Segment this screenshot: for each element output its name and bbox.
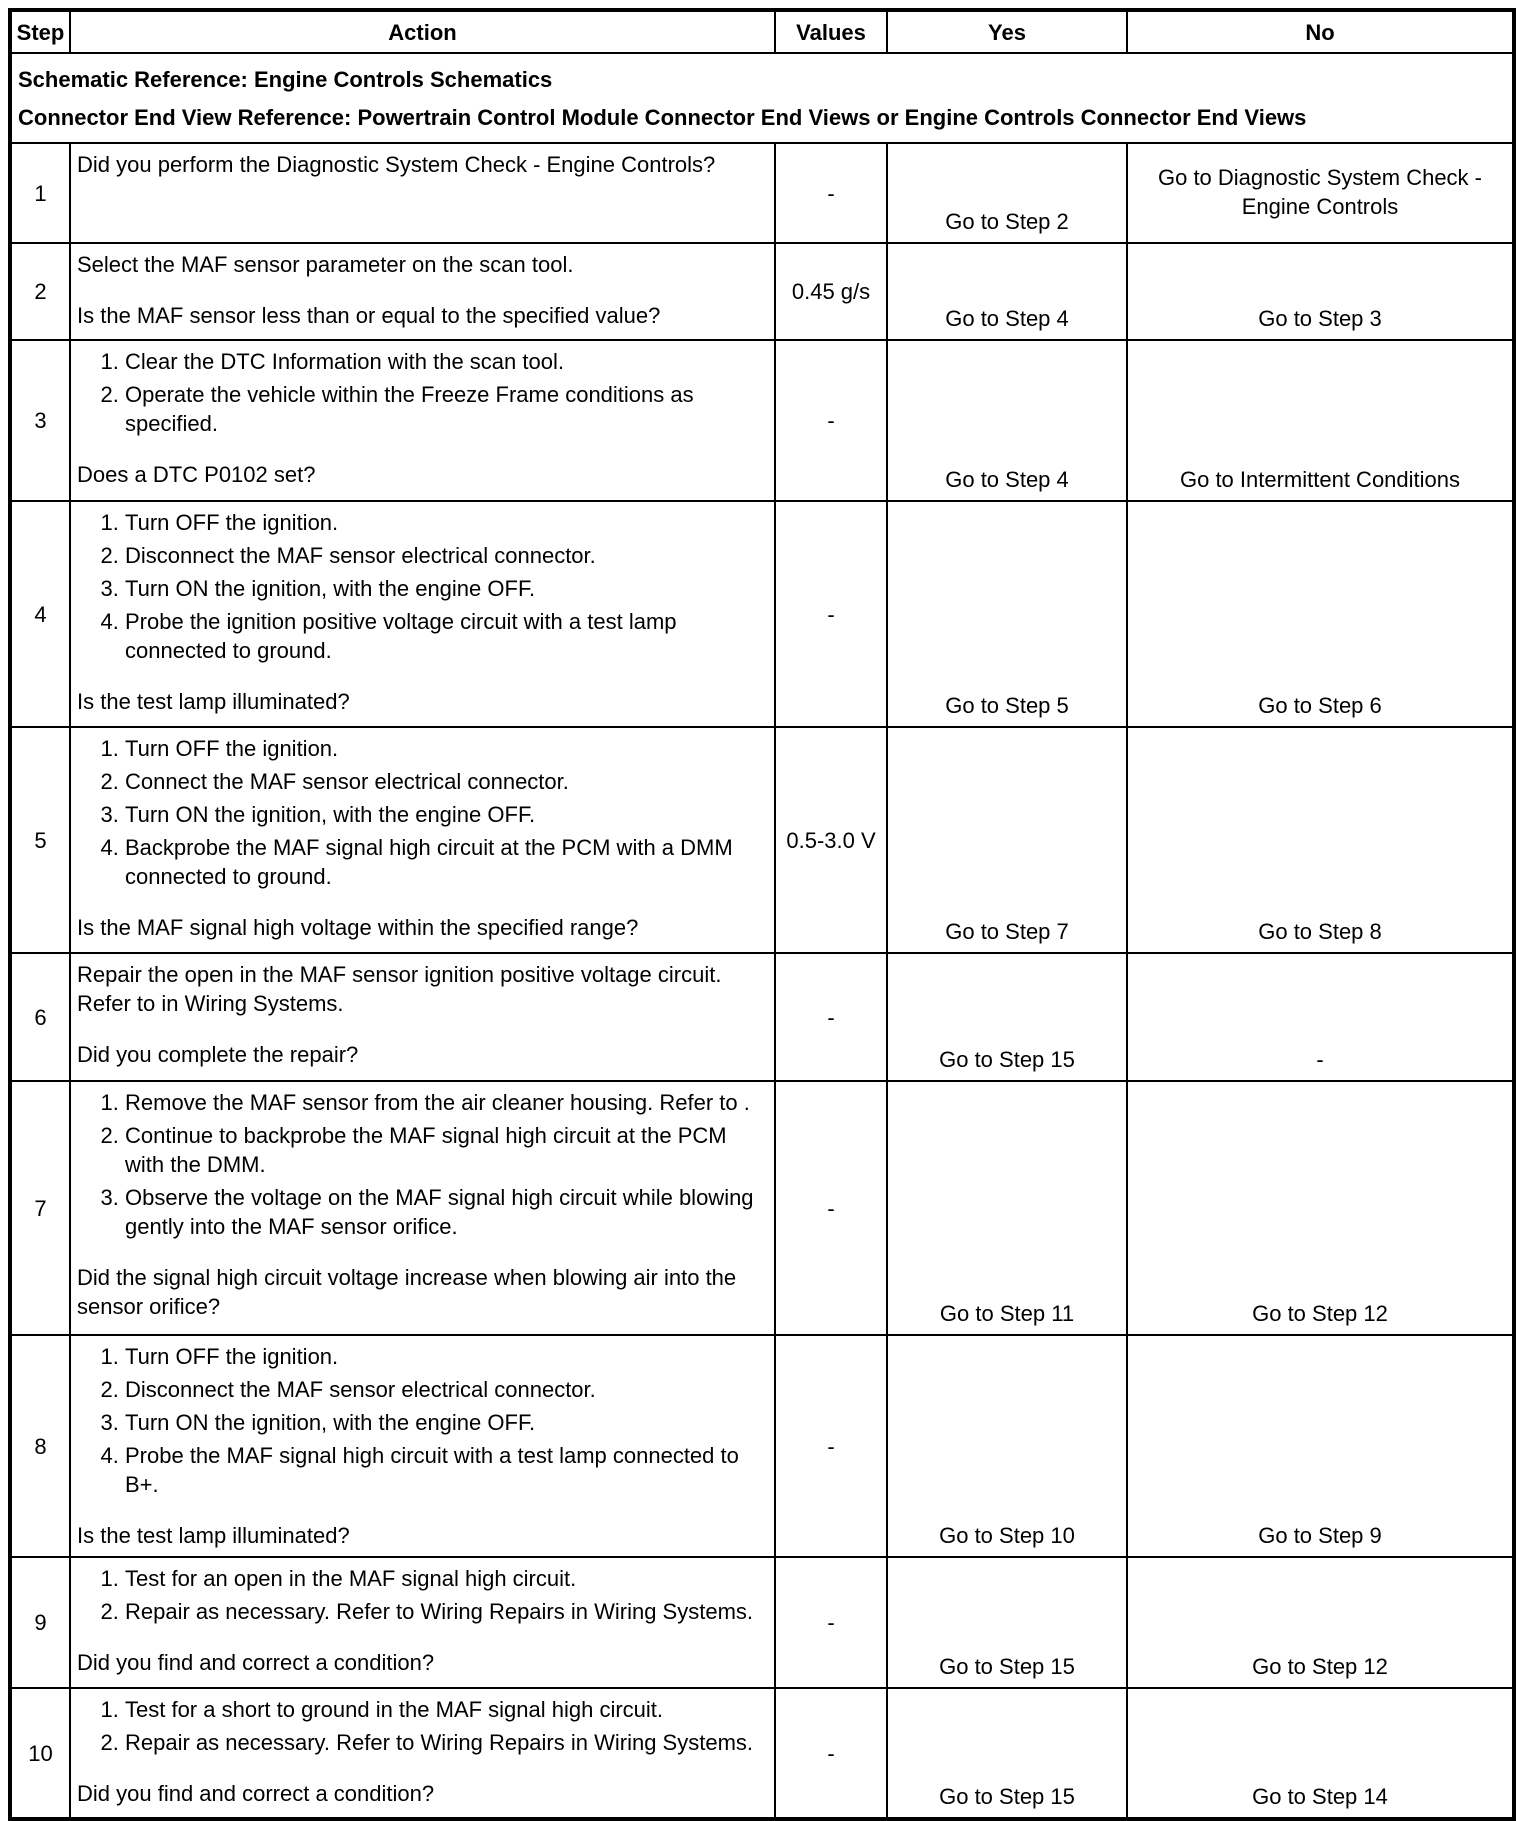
value-cell: - [775, 501, 887, 727]
header-step: Step [10, 10, 70, 53]
action-item: 2. Repair as necessary. Refer to Wiring Repairs in Wiring Systems. [125, 1597, 768, 1626]
action-cell [70, 143, 775, 243]
step-number: 10 [10, 1688, 70, 1819]
action-cell [70, 727, 775, 953]
yes-cell: Go to Step 15 [887, 1557, 1127, 1688]
action-list [77, 508, 768, 665]
action-item: 1. Test for a short to ground in the MAF signal high circuit. [125, 1695, 768, 1724]
no-cell: Go to Step 12 [1127, 1557, 1514, 1688]
header-values: Values [775, 10, 887, 53]
schematic-reference: Schematic Reference: Engine Controls Schematics [18, 66, 553, 92]
action-text: Select the MAF sensor parameter on the scan tool. [77, 252, 574, 277]
action-cell [70, 953, 775, 1081]
table-row [10, 243, 1514, 340]
value-cell: 0.45 g/s [775, 243, 887, 340]
yes-cell: Go to Step 4 [887, 340, 1127, 501]
action-question: Is the test lamp illuminated? [77, 1523, 350, 1548]
action-list [77, 1088, 768, 1241]
step-number: 5 [10, 727, 70, 953]
action-list [77, 347, 768, 438]
value-cell: - [775, 1335, 887, 1557]
action-item: 3. Turn ON the ignition, with the engine OFF. [125, 574, 768, 603]
no-cell: Go to Step 9 [1127, 1335, 1514, 1557]
yes-cell: Go to Step 15 [887, 953, 1127, 1081]
action-item: 1. Turn OFF the ignition. [125, 508, 768, 537]
action-item: 2. Connect the MAF sensor electrical connector. [125, 767, 768, 796]
reference-cell [10, 53, 1514, 143]
action-item: 1. Test for an open in the MAF signal high circuit. [125, 1564, 768, 1593]
value-cell: - [775, 340, 887, 501]
action-question: Did you find and correct a condition? [77, 1650, 435, 1675]
action-question: Does a DTC P0102 set? [77, 462, 316, 487]
yes-cell: Go to Step 5 [887, 501, 1127, 727]
no-cell: - [1127, 953, 1514, 1081]
step-number: 1 [10, 143, 70, 243]
table-row [10, 1081, 1514, 1335]
step-number: 6 [10, 953, 70, 1081]
yes-cell: Go to Step 15 [887, 1688, 1127, 1819]
no-cell: Go to Step 12 [1127, 1081, 1514, 1335]
action-list [77, 1695, 768, 1757]
header-row [10, 10, 1514, 53]
table-row [10, 143, 1514, 243]
action-item: 4. Probe the ignition positive voltage circuit with a test lamp connected to ground. [125, 607, 768, 665]
header-no: No [1127, 10, 1514, 53]
no-cell: Go to Step 3 [1127, 243, 1514, 340]
value-cell: - [775, 143, 887, 243]
no-cell: Go to Intermittent Conditions [1127, 340, 1514, 501]
action-item: 2. Disconnect the MAF sensor electrical connector. [125, 1375, 768, 1404]
step-number: 7 [10, 1081, 70, 1335]
table-row [10, 501, 1514, 727]
header-action: Action [70, 10, 775, 53]
value-cell: - [775, 1688, 887, 1819]
no-cell: Go to Diagnostic System Check - Engine Controls [1127, 143, 1514, 243]
action-item: 4. Backprobe the MAF signal high circuit at the PCM with a DMM connected to ground. [125, 833, 768, 891]
diagnostic-table [8, 8, 1516, 1821]
action-list [77, 1564, 768, 1626]
action-cell [70, 340, 775, 501]
action-item: 3. Observe the voltage on the MAF signal high circuit while blowing gently into the MAF sensor orifice. [125, 1183, 768, 1241]
value-cell: - [775, 1081, 887, 1335]
table-row [10, 1335, 1514, 1557]
step-number: 9 [10, 1557, 70, 1688]
action-question: Did the signal high circuit voltage increase when blowing air into the sensor orifice? [77, 1265, 737, 1319]
action-text: Repair the open in the MAF sensor ignition positive voltage circuit. Refer to in Wiring Systems. [77, 962, 722, 1016]
yes-cell: Go to Step 4 [887, 243, 1127, 340]
step-number: 3 [10, 340, 70, 501]
action-cell [70, 243, 775, 340]
yes-cell: Go to Step 10 [887, 1335, 1127, 1557]
value-cell: 0.5-3.0 V [775, 727, 887, 953]
action-item: 4. Probe the MAF signal high circuit with a test lamp connected to B+. [125, 1441, 768, 1499]
no-cell: Go to Step 14 [1127, 1688, 1514, 1819]
header-yes: Yes [887, 10, 1127, 53]
step-number: 4 [10, 501, 70, 727]
action-item: 3. Turn ON the ignition, with the engine OFF. [125, 800, 768, 829]
action-text: Did you perform the Diagnostic System Check - Engine Controls? [77, 152, 716, 177]
yes-cell: Go to Step 2 [887, 143, 1127, 243]
action-item: 3. Turn ON the ignition, with the engine OFF. [125, 1408, 768, 1437]
action-item: 2. Continue to backprobe the MAF signal high circuit at the PCM with the DMM. [125, 1121, 768, 1179]
action-item: 2. Repair as necessary. Refer to Wiring Repairs in Wiring Systems. [125, 1728, 768, 1757]
yes-cell: Go to Step 7 [887, 727, 1127, 953]
action-cell [70, 1335, 775, 1557]
action-cell [70, 1081, 775, 1335]
action-question: Is the test lamp illuminated? [77, 689, 350, 714]
table-row [10, 1557, 1514, 1688]
action-item: 1. Clear the DTC Information with the scan tool. [125, 347, 768, 376]
action-question: Did you find and correct a condition? [77, 1781, 435, 1806]
action-question: Is the MAF sensor less than or equal to the specified value? [77, 303, 661, 328]
action-list [77, 734, 768, 891]
action-item: 1. Turn OFF the ignition. [125, 734, 768, 763]
action-item: 1. Remove the MAF sensor from the air cleaner housing. Refer to . [125, 1088, 768, 1117]
table-row [10, 340, 1514, 501]
table-row [10, 953, 1514, 1081]
action-item: 2. Operate the vehicle within the Freeze Frame conditions as specified. [125, 380, 768, 438]
value-cell: - [775, 1557, 887, 1688]
action-item: 2. Disconnect the MAF sensor electrical connector. [125, 541, 768, 570]
action-cell [70, 501, 775, 727]
table-row [10, 727, 1514, 953]
action-cell [70, 1557, 775, 1688]
step-number: 8 [10, 1335, 70, 1557]
value-cell: - [775, 953, 887, 1081]
connector-reference: Connector End View Reference: Powertrain Control Module Connector End Views or Engine Controls Connector End Views [18, 104, 1307, 130]
action-question: Is the MAF signal high voltage within the specified range? [77, 915, 639, 940]
reference-row [10, 53, 1514, 143]
no-cell: Go to Step 6 [1127, 501, 1514, 727]
action-cell [70, 1688, 775, 1819]
table-row [10, 1688, 1514, 1819]
no-cell: Go to Step 8 [1127, 727, 1514, 953]
action-item: 1. Turn OFF the ignition. [125, 1342, 768, 1371]
action-list [77, 1342, 768, 1499]
action-question: Did you complete the repair? [77, 1042, 359, 1067]
yes-cell: Go to Step 11 [887, 1081, 1127, 1335]
step-number: 2 [10, 243, 70, 340]
